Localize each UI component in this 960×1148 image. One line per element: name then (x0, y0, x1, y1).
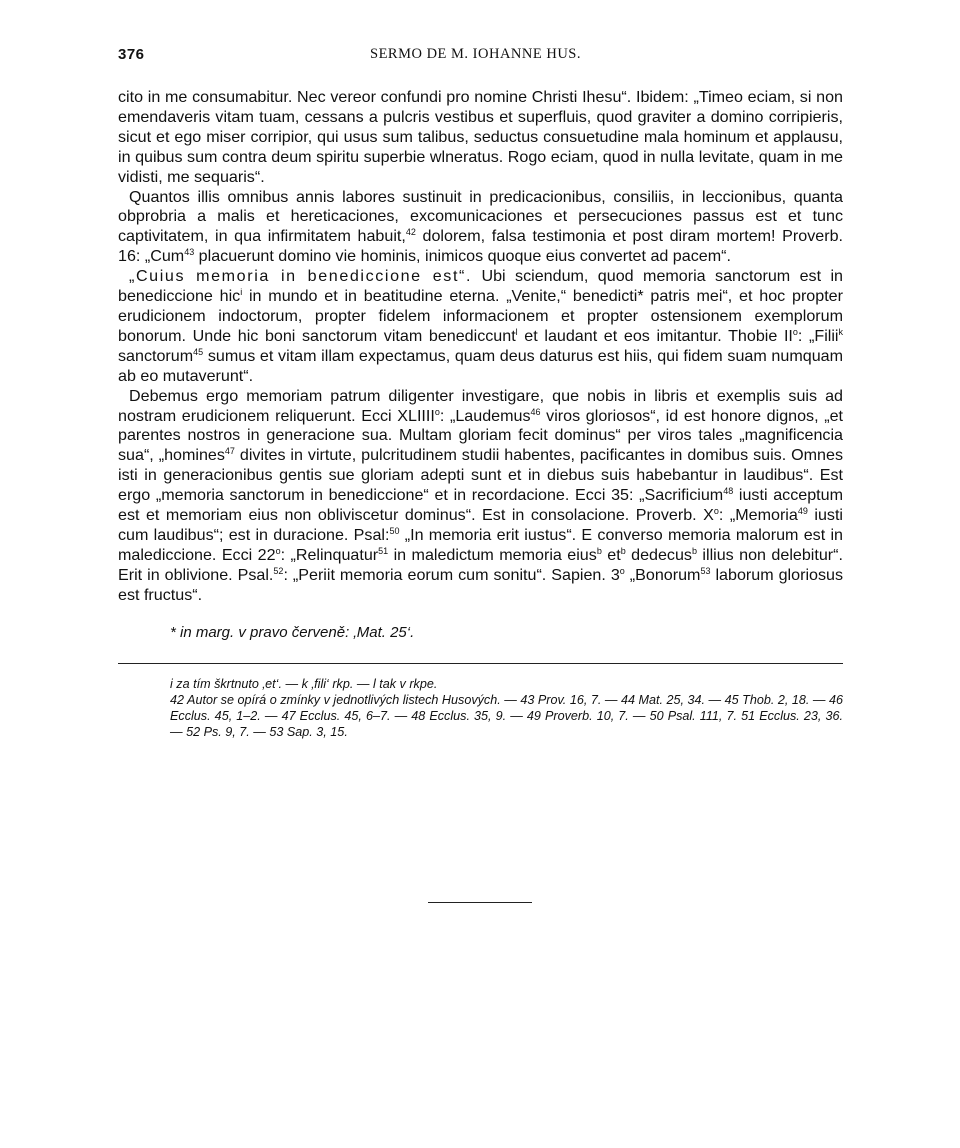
superscript: o (275, 545, 281, 556)
footnote-ref: 52 (273, 565, 284, 576)
text-run: sanctorum (118, 346, 194, 365)
footnote-ref: 49 (797, 506, 808, 517)
footnote-ref: 47 (224, 446, 235, 457)
text-run: dedecus (625, 545, 692, 564)
paragraph (118, 188, 843, 268)
footnote-ref: 45 (193, 346, 204, 357)
footnote-marker: b (596, 545, 602, 556)
text-run: Ubi sciendum, quod memoria sanctorum est in benediccione hic (118, 267, 844, 306)
text-run: et (601, 545, 621, 564)
paragraph (118, 267, 843, 386)
end-rule (428, 902, 532, 903)
page (118, 46, 843, 740)
text-run: divites in virtute, pulcritudinem studii habentes, pacificantes in domibus suis. Omnes isti in generacionibus gentis sue gloriam adepti sunt et in diebus suis habebantur in laudibus“. Est ergo „memoria sanctorum in benediccione“ et in recordacione. Ecci 35: „Sacrificium (118, 446, 843, 505)
text-run: illius non delebitur“. Erit in oblivione. Psal. (118, 545, 843, 584)
text-run: viros gloriosos“, id est honore dignos, „et parentes nostros in generacione sua. Multam gloriam fecit dominus“ per viros tales „magnificencia sua“, „homines (118, 406, 843, 465)
footnote-ref: i (240, 287, 243, 298)
footnote-marker: b (620, 545, 626, 556)
lemma-quote: „Cuius memoria in benediccione est“. (129, 267, 473, 286)
text-run: iusti cum laudibus“; est in duracione. Psal: (118, 506, 843, 544)
text-run: laborum gloriosus est fructus“. (118, 565, 844, 604)
text-run: „Bonorum (624, 565, 701, 584)
text-run: cito in me consumabitur. Nec vereor confundi pro nomine Christi Ihesu“. Ibidem: „Timeo eciam, si non emendaveris vitam tuam, cessans a pulcris vestibus et superfluis, quod graviter a domino corripieris, sicut et ego miser corripior, qui usus sum talibus, seductus consuetudine mala hominum et applausu, in quibus sum contra deum spiritu superbie wlneratus. Rogo eciam, quod in nulla levitate, quam in me vidisti, me sequaris“. (118, 88, 843, 186)
footnote-ref: 43 (184, 247, 195, 258)
superscript: o (713, 506, 719, 517)
text-run: : „Periit memoria eorum cum sonitu“. Sapien. 3 (283, 565, 620, 584)
margin-note: * in marg. v pravo červeně: ‚Mat. 25‘. (170, 623, 415, 641)
text-run: : „Relinquatur (280, 545, 379, 564)
text-run: iusti acceptum est et memoriam eius non obliviscetur dominus“. Est in consolacione. Proverb. X (118, 486, 843, 525)
footnotes (118, 676, 843, 740)
text-run: : „Memoria (718, 506, 798, 525)
text-run: dolorem, falsa testimonia et post diram mortem! Proverb. 16: „Cum (118, 227, 844, 266)
page-number: 376 (118, 46, 145, 63)
text-run: sumus et vitam illam expectamus, quam deus daturus est hiis, qui fidem suam numquam ab eo mutaverunt“. (118, 346, 843, 385)
text-run: Debemus ergo memoriam patrum diligenter investigare, que nobis in libris et exemplis suis ad nostram erudicionem reliquerunt. Ecci XLIIII (118, 386, 843, 425)
footnote-ref: 50 (389, 525, 400, 536)
footnote-marker: b (691, 545, 697, 556)
footnote-ref: 46 (530, 406, 541, 417)
footnote-ref: 48 (723, 486, 734, 497)
running-header (118, 46, 843, 70)
text-run: Quantos illis omnibus annis labores sustinuit in predicacionibus, consiliis, in leccionibus, quanta obprobria a malis et hereticaciones, excomunicaciones et persecuciones passus est et tunc captivitatem, in qua infirmitatem habuit, (118, 187, 843, 246)
text-run: : „Laudemus (439, 406, 531, 425)
footnote-ref: 42 (405, 227, 416, 238)
superscript: o (434, 406, 440, 417)
text-run: : „Filii (797, 326, 839, 345)
text-run: et laudant et eos imitantur. Thobie II (517, 326, 793, 345)
footnote-ref: 51 (378, 545, 389, 556)
paragraph (118, 387, 843, 606)
main-text (118, 88, 843, 606)
running-title: SERMO DE M. IOHANNE HUS. (370, 46, 581, 62)
text-run: „In memoria erit iustus“. E converso memoria malorum est in malediccione. Ecci 22 (118, 525, 843, 564)
paragraph (118, 88, 843, 188)
footnote-ref: l (515, 326, 518, 337)
footnote-divider (118, 663, 843, 664)
text-run: in mundo et in beatitudine eterna. „Venite,“ benedicti* patris mei“, et hoc propter erudicionem indoctorum, propter fidelem informacionem et propter ostensionem exemplorum bonorum. Unde hic boni sanctorum vitam benediccunt (118, 287, 843, 345)
footnote-ref: 53 (700, 565, 711, 576)
footnote-line: i za tím škrtnuto ‚et‘. — k ‚fili‘ rkp. — l tak v rkpe. (170, 676, 438, 691)
footnote-ref: k (838, 326, 844, 337)
footnote-line: 42 Autor se opírá o zmínky v jednotlivých listech Husových. — 43 Prov. 16, 7. — 44 Mat. 25, 34. — 45 Thob. 2, 18. — 46 Ecclus. 45, 1–2. — 47 Ecclus. 45, 6–7. — 48 Ecclus. 35, 9. — 49 Proverb. 10, 7. — 50 Psal. 111, 7. 51 Ecclus. 23, 36. — 52 Ps. 9, 7. — 53 Sap. 3, 15. (170, 692, 843, 739)
superscript: o (792, 326, 798, 337)
text-run: in maledictum memoria eius (388, 545, 597, 564)
text-run: placuerunt domino vie hominis, inimicos quoque eius convertet ad pacem“. (194, 247, 731, 266)
superscript: o (619, 565, 625, 576)
